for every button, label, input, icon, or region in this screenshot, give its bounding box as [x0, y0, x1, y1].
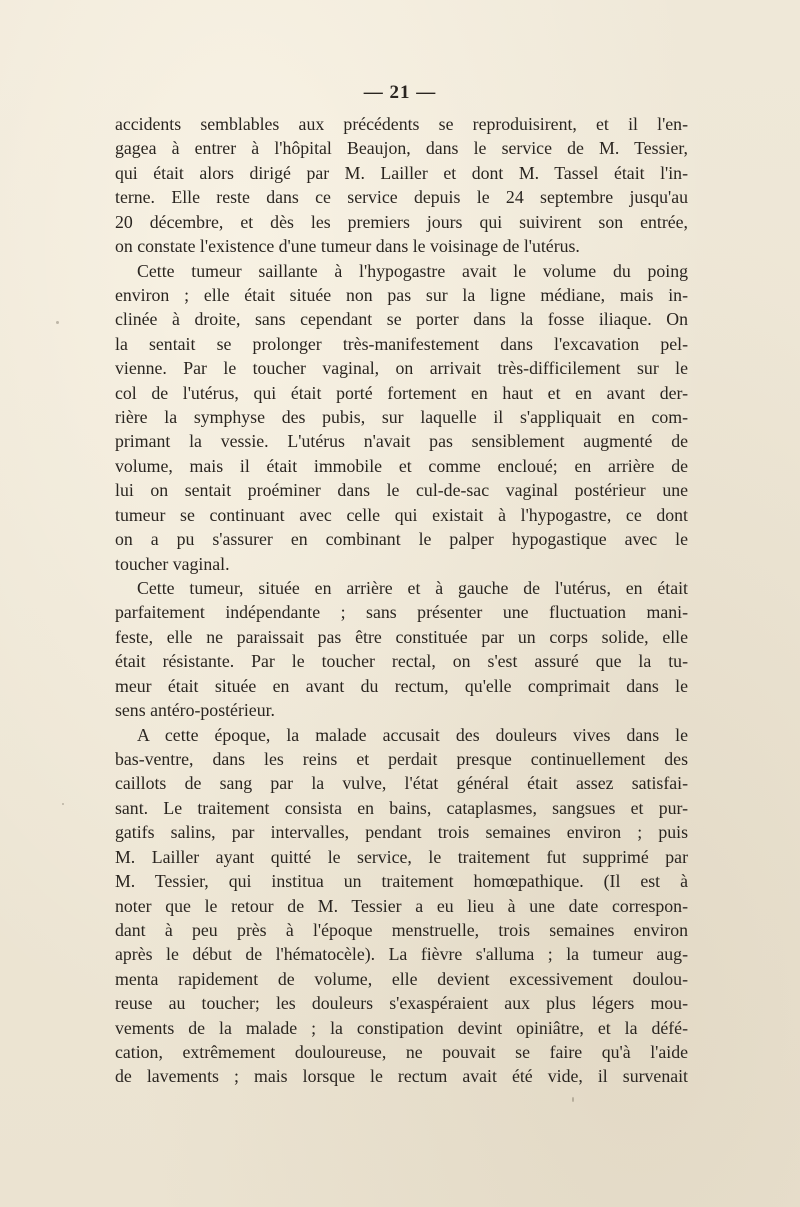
text-line: environ ; elle était située non pas sur la ligne médiane, mais in-: [115, 284, 688, 305]
text-line: dant à peu près à l'époque menstruelle, trois semaines environ: [115, 919, 688, 940]
text-line: menta rapidement de volume, elle devient excessivement doulou-: [115, 968, 688, 989]
text-line: volume, mais il était immobile et comme encloué; en arrière de: [115, 455, 688, 476]
text-line: reuse au toucher; les douleurs s'exaspéraient aux plus légers mou-: [115, 993, 688, 1014]
paper-speck: [572, 1097, 574, 1102]
text-line: sant. Le traitement consista en bains, cataplasmes, sangsues et pur-: [115, 797, 688, 818]
text-line: sens antéro-postérieur.: [115, 700, 275, 721]
text-line: la sentait se prolonger très-manifestement dans l'excavation pel-: [115, 333, 688, 354]
text-line: primant la vessie. L'utérus n'avait pas sensiblement augmenté de: [115, 431, 688, 452]
text-line: bas-ventre, dans les reins et perdait presque continuellement des: [115, 748, 688, 769]
page-number: — 21 —: [363, 82, 437, 103]
text-line: cation, extrêmement douloureuse, ne pouvait se faire qu'à l'aide: [115, 1042, 688, 1063]
text-line: tumeur se continuant avec celle qui existait à l'hypogastre, ce dont: [115, 504, 688, 525]
text-line: meur était située en avant du rectum, qu'elle comprimait dans le: [115, 675, 688, 696]
text-line: M. Tessier, qui institua un traitement homœpathique. (Il est à: [115, 871, 688, 892]
paper-speck: [62, 803, 64, 805]
text-line: gagea à entrer à l'hôpital Beaujon, dans le service de M. Tessier,: [115, 138, 688, 159]
text-line: qui était alors dirigé par M. Lailler et dont M. Tassel était l'in-: [115, 162, 688, 183]
text-line: Cette tumeur saillante à l'hypogastre avait le volume du poing: [137, 260, 688, 281]
text-line: terne. Elle reste dans ce service depuis le 24 septembre jusqu'au: [115, 187, 688, 208]
text-line: lui on sentait proéminer dans le cul-de-sac vaginal postérieur une: [115, 480, 688, 501]
text-line: de lavements ; mais lorsque le rectum avait été vide, il survenait: [115, 1066, 688, 1087]
text-line: parfaitement indépendante ; sans présenter une fluctuation mani-: [115, 602, 688, 623]
text-line: accidents semblables aux précédents se reproduisirent, et il l'en-: [115, 114, 688, 134]
text-line: A cette époque, la malade accusait des douleurs vives dans le: [137, 724, 688, 745]
paper-speck: [56, 321, 59, 324]
text-line: M. Lailler ayant quitté le service, le traitement fut supprimé par: [115, 846, 688, 867]
text-line: col de l'utérus, qui était porté fortement en haut et en avant der-: [115, 382, 688, 403]
text-line: après le début de l'hématocèle). La fièvre s'alluma ; la tumeur aug-: [115, 944, 688, 965]
text-line: caillots de sang par la vulve, l'état général était assez satisfai-: [115, 773, 688, 794]
text-line: était résistante. Par le toucher rectal, on s'est assuré que la tu-: [115, 651, 688, 672]
text-line: on a pu s'assurer en combinant le palper hypogastique avec le: [115, 529, 688, 550]
text-line: gatifs salins, par intervalles, pendant trois semaines environ ; puis: [115, 822, 688, 843]
text-line: feste, elle ne paraissait pas être constituée par un corps solide, elle: [115, 626, 688, 647]
text-line: 20 décembre, et dès les premiers jours qui suivirent son entrée,: [115, 211, 688, 232]
text-line: clinée à droite, sans cependant se porter dans la fosse iliaque. On: [115, 309, 688, 330]
body-text: [115, 112, 688, 1089]
text-line: vienne. Par le toucher vaginal, on arrivait très-difficilement sur le: [115, 358, 688, 379]
text-line: on constate l'existence d'une tumeur dans le voisinage de l'utérus.: [115, 236, 580, 257]
text-line: vements de la malade ; la constipation devint opiniâtre, et la défé-: [115, 1017, 688, 1038]
text-line: rière la symphyse des pubis, sur laquelle il s'appliquait en com-: [115, 407, 688, 428]
text-line: toucher vaginal.: [115, 553, 230, 574]
text-line: noter que le retour de M. Tessier a eu lieu à une date correspon-: [115, 895, 688, 916]
text-line: Cette tumeur, située en arrière et à gauche de l'utérus, en était: [137, 578, 688, 599]
